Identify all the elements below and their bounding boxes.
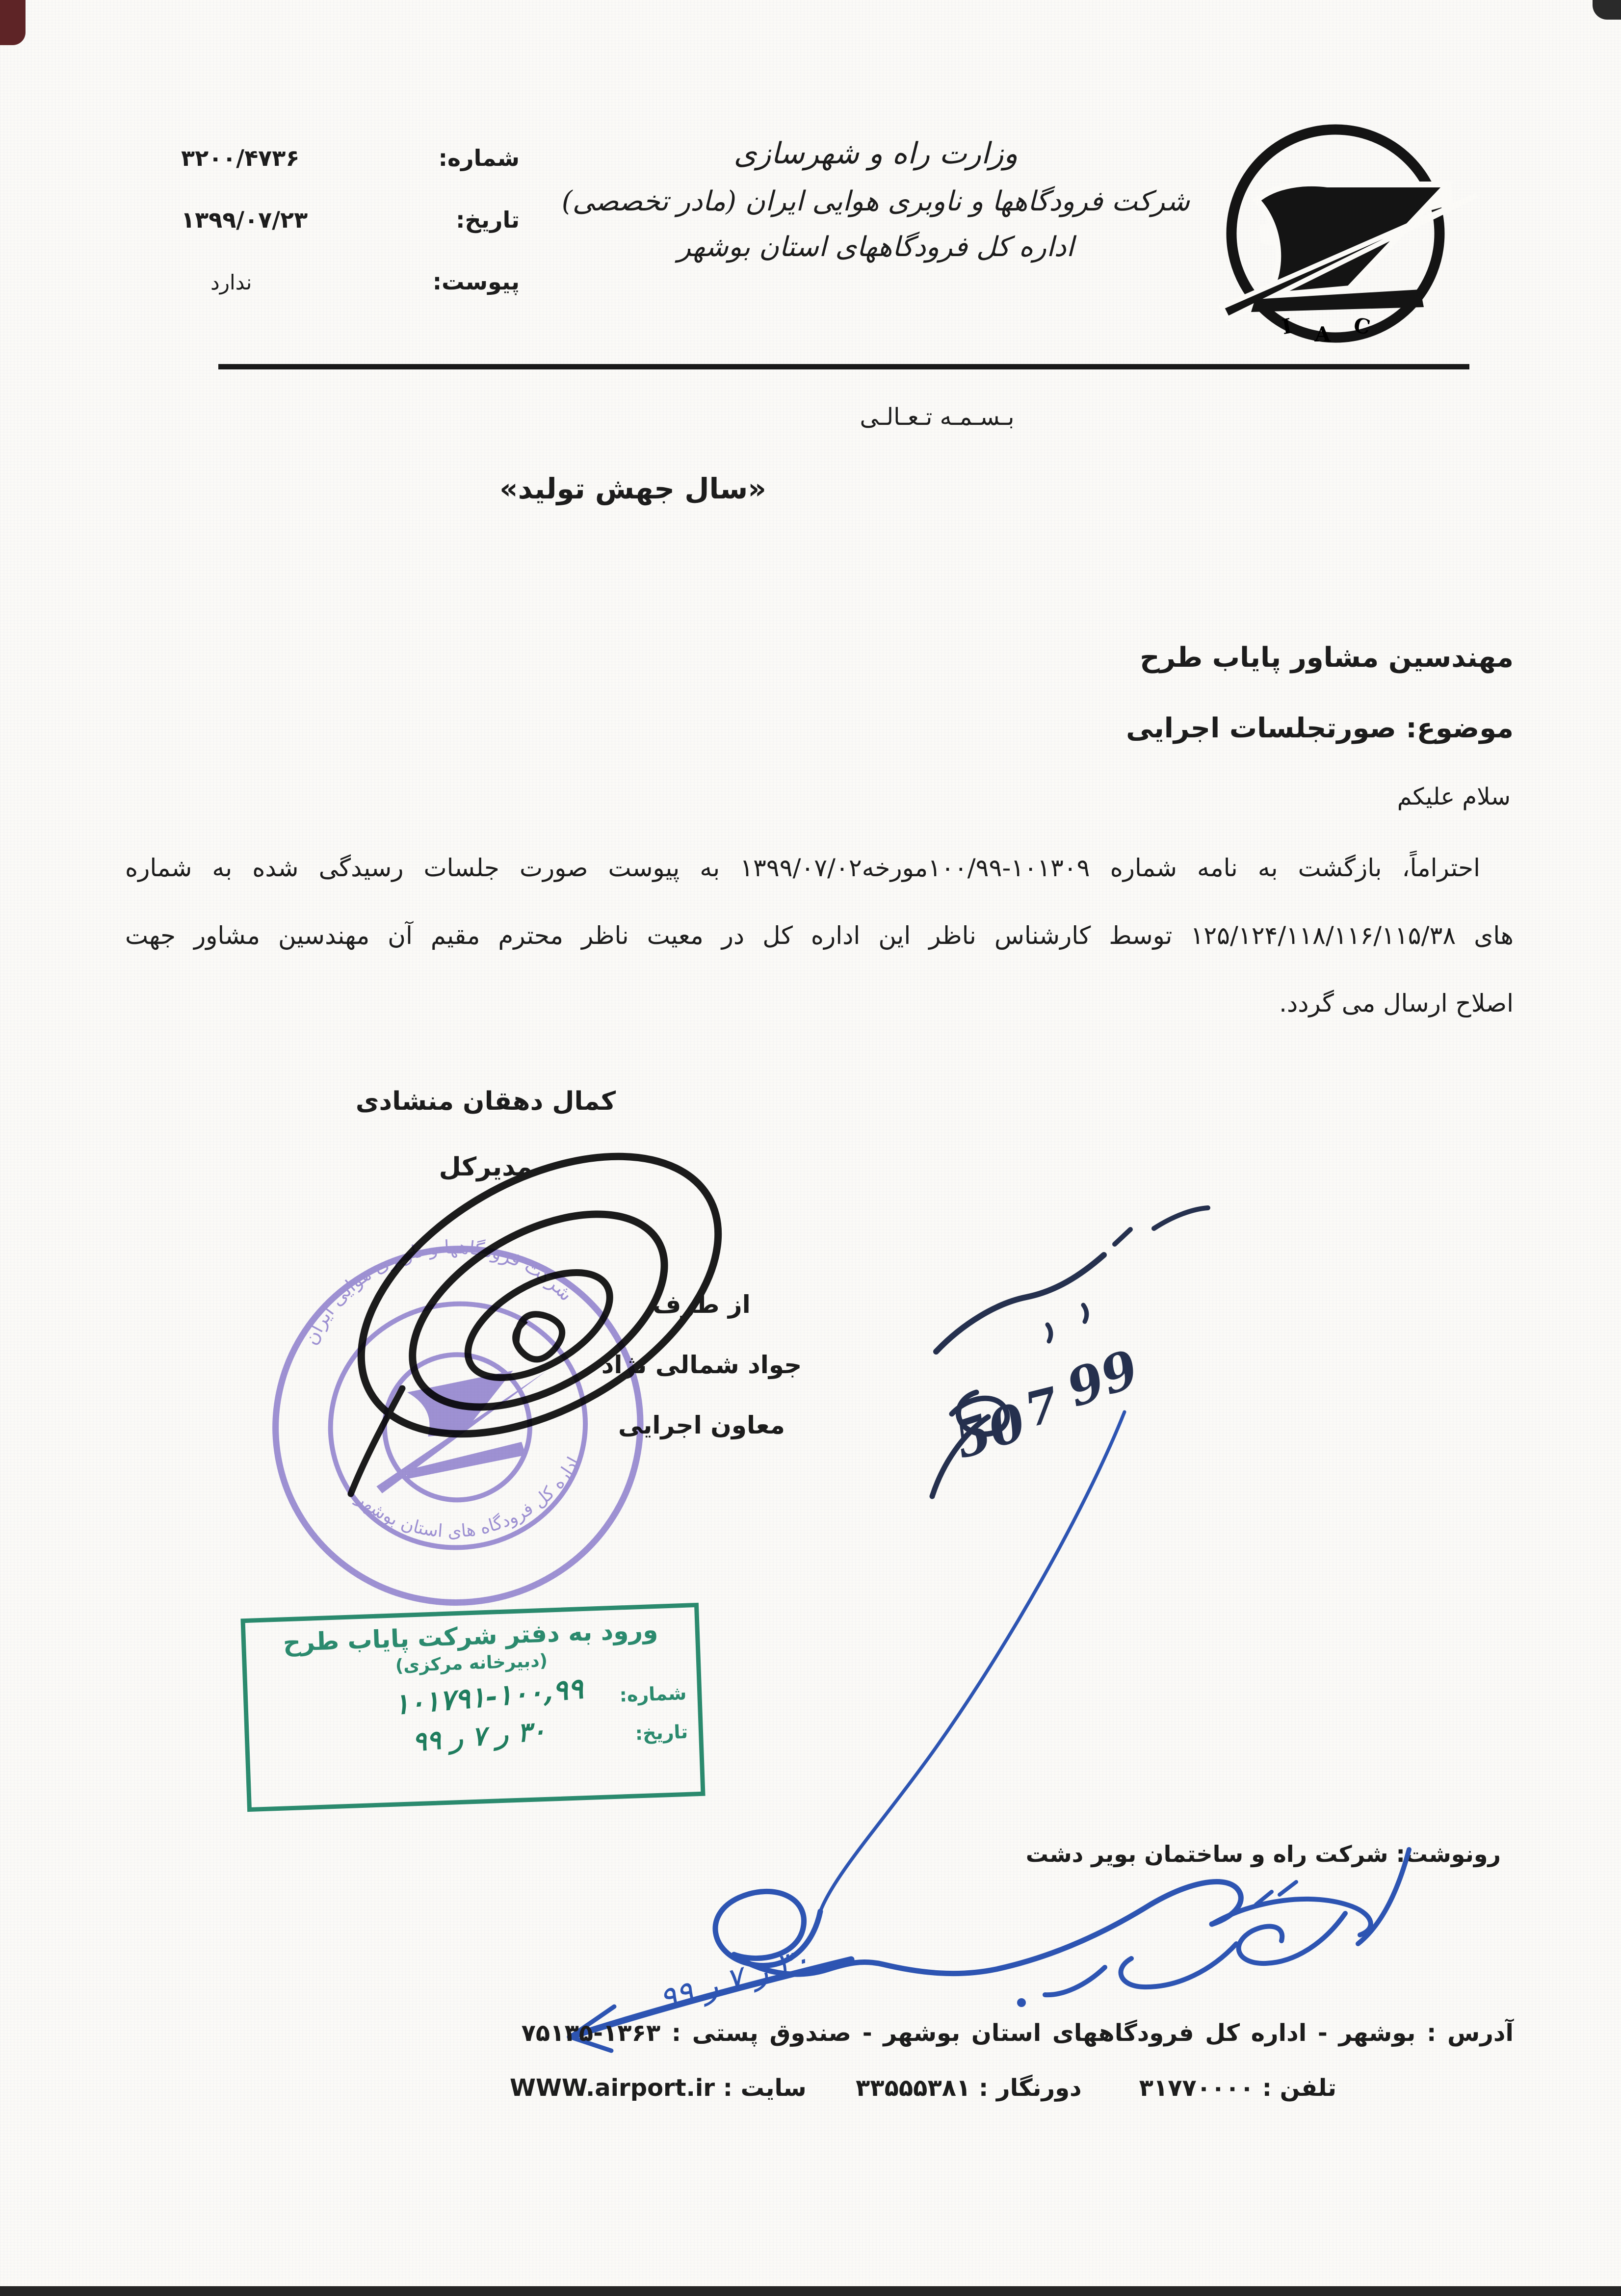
body-line-2: های ۱۲۵/۱۲۴/۱۱۸/۱۱۶/۱۱۵/۳۸ توسط کارشناس ناظر این اداره کل در معیت ناظر محترم مقیم آن مهندسین مشاور جهت	[125, 921, 1514, 950]
stamp-arc-bottom-text: اداره کل فرودگاه های استان بوشهر	[352, 1454, 584, 1542]
entry-number-label: شماره:	[619, 1682, 687, 1706]
scan-corner-mark-topleft	[0, 0, 26, 45]
header-divider	[218, 364, 1469, 369]
ministry-name: وزارت راه و شهرسازی	[733, 136, 1018, 171]
body-line-1: احتراماً، بازگشت به نامه شماره ۱۰۱۳۰۹-۱۰۰/۹۹مورخه۱۳۹۹/۰۷/۰۲ به پیوست صورت جلسات رسیدگی شده به شماره	[125, 854, 1480, 882]
deputy-title: معاون اجرایی	[618, 1411, 785, 1439]
scan-edge-band-bottom	[0, 2286, 1621, 2296]
office-name: اداره کل فرودگاههای استان بوشهر	[677, 231, 1074, 263]
year-slogan: «سال جهش تولید»	[499, 472, 766, 505]
entry-stamp-subtitle: (دبیرخانه مرکزی)	[395, 1650, 548, 1676]
logo-letter-c: C	[1352, 313, 1372, 339]
round-office-stamp	[236, 1205, 685, 1654]
entry-stamp-number-row	[258, 1673, 687, 1721]
stamp-emblem	[356, 1339, 567, 1514]
company-name: شرکت فرودگاهها و ناوبری هوایی ایران (مادر تخصصی)	[561, 185, 1190, 217]
registry-digit-1: 50	[946, 1391, 1033, 1471]
footer-contacts: تلفن : ۳۱۷۷۰۰۰۰ دورنگار : ۳۳۵۵۵۳۸۱ سایت : WWW.airport.ir	[510, 2074, 1336, 2102]
body-line-3: اصلاح ارسال می گردد.	[1279, 989, 1514, 1018]
number-value: ۳۲۰۰/۴۷۳۶	[181, 145, 300, 171]
attachment-value: ندارد	[210, 270, 252, 294]
handwritten-date-blue: ۳۰ ر ۷ ر ۹۹	[655, 1941, 814, 2018]
date-value: ۱۳۹۹/۰۷/۲۳	[181, 207, 308, 233]
salutation: سلام علیکم	[1397, 783, 1511, 810]
meta-row-date	[181, 207, 520, 233]
entry-date-label: تاریخ:	[635, 1721, 688, 1745]
director-title: مدیرکل	[439, 1152, 533, 1182]
entry-registry-stamp	[240, 1603, 705, 1812]
letterhead-meta	[181, 145, 520, 330]
registry-digit-3: 99	[1059, 1337, 1147, 1419]
entry-number-handwritten: ۱۰۱۷۹۱-۱۰۰,۹۹	[392, 1671, 585, 1722]
recipient: مهندسین مشاور پایاب طرح	[1140, 642, 1514, 674]
logo-letter-i: I	[1280, 313, 1294, 339]
entry-date-handwritten: ۳۰ ر ۷ ر ۹۹	[411, 1714, 547, 1758]
letterhead-organization	[549, 136, 1202, 263]
entry-stamp-date-row	[260, 1713, 688, 1759]
copy-to-line: رونوشت: شرکت راه و ساختمان بویر دشت	[1025, 1841, 1501, 1867]
meta-row-attachment	[181, 268, 520, 295]
entry-stamp-title: ورود به دفتر شرکت پایاب طرح	[282, 1615, 658, 1657]
deputy-name: جواد شمالی نژاد	[601, 1351, 802, 1379]
number-label: شماره:	[438, 145, 520, 171]
director-name: کمال دهقان منشادی	[355, 1087, 616, 1116]
scan-corner-mark-topright	[1593, 0, 1621, 20]
letter-body	[125, 834, 1514, 1037]
stamp-arc-top-text: شرکت فرودگاهها و ناوبری هوایی ایران	[299, 1236, 577, 1348]
iac-logo-icon	[1202, 127, 1487, 362]
svg-text:اداره کل فرودگاه های استان بوش	[349, 1450, 594, 1560]
subject-line: موضوع: صورتجلسات اجرایی	[1126, 712, 1514, 744]
attachment-label: پیوست:	[432, 268, 520, 295]
on-behalf-label: از طرف	[653, 1290, 751, 1319]
date-label: تاریخ:	[456, 207, 520, 233]
registry-digit-2: 7	[1019, 1376, 1065, 1438]
footer-address: آدرس : بوشهر - اداره کل فرودگاههای استان بوشهر - صندوق پستی : ۱۳۶۳-۷۵۱۳۵	[521, 2019, 1514, 2047]
basmala: بـسـمـه تـعـالـی	[860, 403, 1015, 431]
logo-letter-a: A	[1314, 322, 1331, 346]
meta-row-number	[181, 145, 520, 171]
